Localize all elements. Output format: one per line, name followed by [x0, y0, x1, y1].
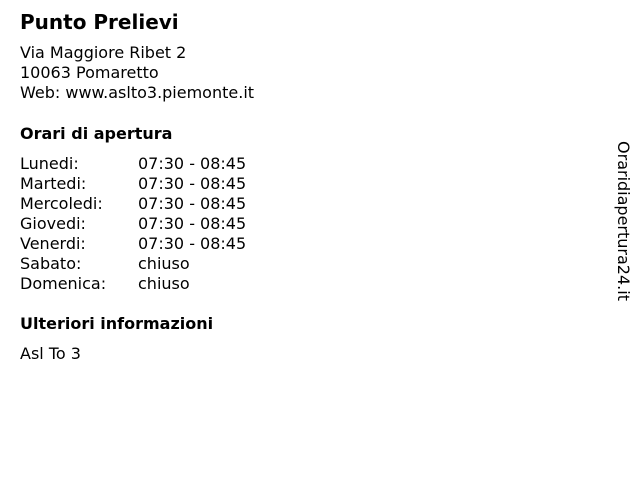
address-web: Web: www.aslto3.piemonte.it — [20, 83, 255, 102]
hours-time: 07:30 - 08:45 — [138, 234, 247, 253]
address-city: 10063 Pomaretto — [20, 63, 159, 82]
hours-time: chiuso — [138, 274, 190, 293]
hours-time: 07:30 - 08:45 — [138, 154, 247, 173]
more-info-text: Asl To 3 — [20, 344, 81, 363]
hours-time: 07:30 - 08:45 — [138, 174, 247, 193]
hours-day: Lunedi: — [20, 154, 79, 173]
page-title: Punto Prelievi — [20, 10, 179, 34]
hours-time: 07:30 - 08:45 — [138, 214, 247, 233]
hours-day: Mercoledi: — [20, 194, 103, 213]
hours-day: Martedi: — [20, 174, 87, 193]
brand-watermark: Oraridiapertura24.it — [614, 141, 633, 301]
opening-hours-heading: Orari di apertura — [20, 124, 173, 143]
hours-day: Domenica: — [20, 274, 107, 293]
hours-time: 07:30 - 08:45 — [138, 194, 247, 213]
hours-day: Venerdi: — [20, 234, 86, 253]
hours-day: Sabato: — [20, 254, 82, 273]
more-info-heading: Ulteriori informazioni — [20, 314, 214, 333]
address-block — [20, 43, 254, 103]
address-street: Via Maggiore Ribet 2 — [20, 43, 187, 62]
hours-day: Giovedi: — [20, 214, 86, 233]
hours-time: chiuso — [138, 254, 190, 273]
